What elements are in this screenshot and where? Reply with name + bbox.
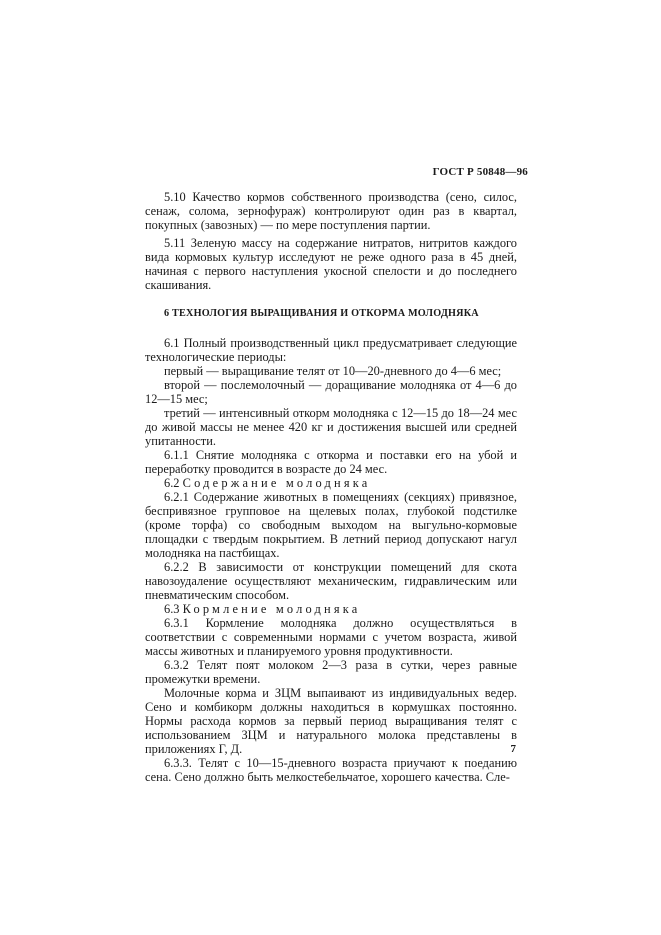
subsection-6-2-heading <box>145 476 517 490</box>
paragraph-5-11: 5.11 Зеленую массу на содержание нитратов, нитритов каждого вида кормовых культур исследуют не реже одного раза в 45 дней, начиная с первого наступления укосной спелости и до последнего скашивания. <box>145 236 517 292</box>
paragraph-6-3-3: 6.3.3. Телят с 10—15-дневного возраста приучают к поеданию сена. Сено должно быть мелкостебельчатое, хорошего качества. Сле- <box>145 756 517 784</box>
page-number: 7 <box>510 743 516 755</box>
paragraph-6-3-1: 6.3.1 Кормление молодняка должно осуществляться в соответствии с современными нормами с учетом возраста, живой массы животных и планируемого уровня продуктивности. <box>145 616 517 658</box>
paragraph-6-1-1: 6.1.1 Снятие молодняка с откорма и поставки его на убой и переработку проводится в возрасте до 24 мес. <box>145 448 517 476</box>
paragraph-6-3-2: 6.3.2 Телят поят молоком 2—3 раза в сутки, через равные промежутки времени. <box>145 658 517 686</box>
subsection-6-3-title: Кормление молодняка <box>182 602 361 616</box>
subsection-6-2-title: Содержание молодняка <box>182 476 371 490</box>
subsection-6-3-heading <box>145 602 517 616</box>
paragraph-6-2-1: 6.2.1 Содержание животных в помещениях (секциях) привязное, беспривязное групповое на щелевых полах, глубокой подстилке (кроме торфа) со свободным выходом на выгульно-кормовые площадки с твердым покрытием. В летний период допускают нагул молодняка на пастбищах. <box>145 490 517 560</box>
section-6-heading: 6 ТЕХНОЛОГИЯ ВЫРАЩИВАНИЯ И ОТКОРМА МОЛОДНЯКА <box>164 308 479 319</box>
period-second: второй — послемолочный — доращивание молодняка от 4—6 до 12—15 мес; <box>145 378 517 406</box>
period-third: третий — интенсивный откорм молодняка с 12—15 до 18—24 мес до живой массы не менее 420 кг и достижения высшей или средней упитанности. <box>145 406 517 448</box>
paragraph-milk-feeding: Молочные корма и ЗЦМ выпаивают из индивидуальных ведер. Сено и комбикорм должны находиться в кормушках постоянно. Нормы расхода кормов за первый период выращивания телят с использованием ЗЦМ и натурального молока представлены в приложениях Г, Д. <box>145 686 517 756</box>
subsection-6-2-number: 6.2 <box>164 476 180 490</box>
paragraph-6-2-2: 6.2.2 В зависимости от конструкции помещений для скота навозоудаление осуществляют механическим, гидравлическим или пневматическим способом. <box>145 560 517 602</box>
document-code-header: ГОСТ Р 50848—96 <box>432 166 528 178</box>
paragraph-6-1: 6.1 Полный производственный цикл предусматривает следующие технологические периоды: <box>145 336 517 364</box>
page-body <box>145 190 517 784</box>
period-first: первый — выращивание телят от 10—20-дневного до 4—6 мес; <box>164 364 502 378</box>
paragraph-5-10: 5.10 Качество кормов собственного производства (сено, силос, сенаж, солома, зернофураж) контролируют один раз в квартал, покупных (завозных) — по мере поступления партии. <box>145 190 517 232</box>
subsection-6-3-number: 6.3 <box>164 602 180 616</box>
